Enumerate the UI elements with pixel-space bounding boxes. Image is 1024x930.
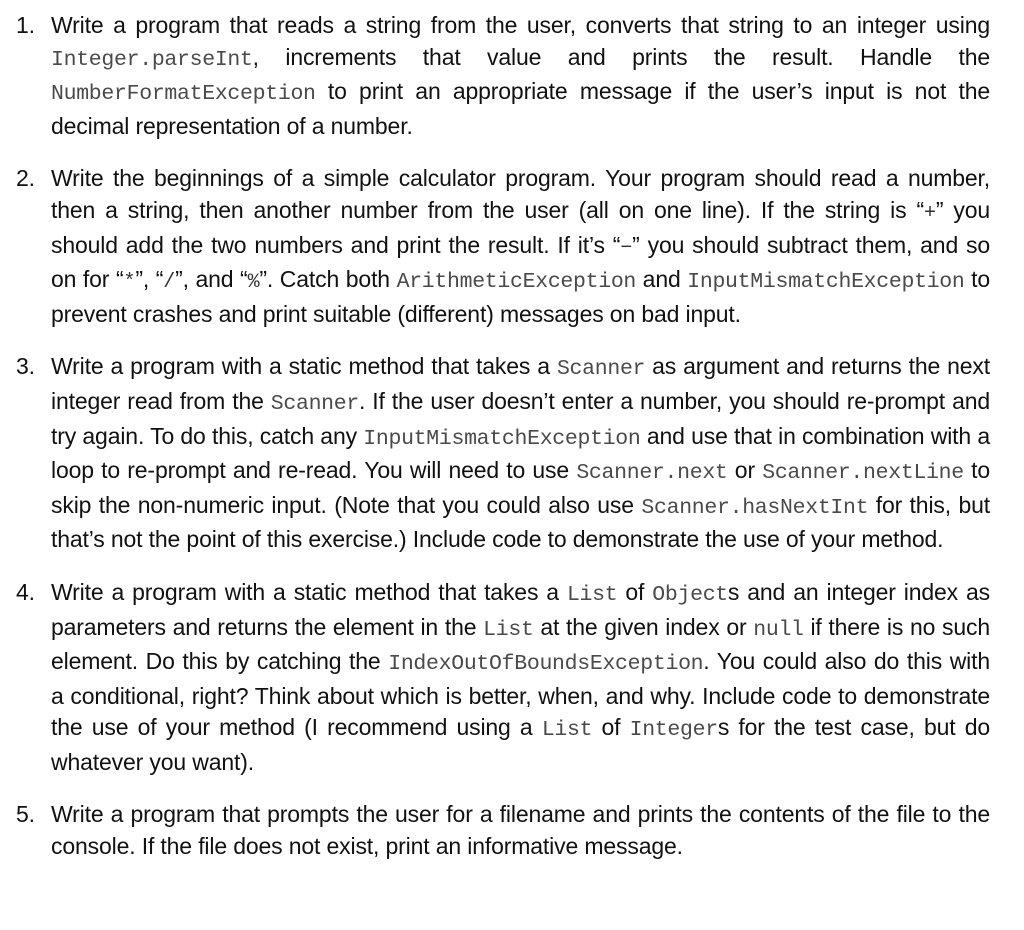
code-scanner-nextline: Scanner.nextLine [762, 461, 964, 486]
exercise-text: Write a program that reads a string from the user, converts that string to an integer using [51, 12, 990, 38]
code-scanner: Scanner [270, 391, 359, 416]
exercise-text: s and an integer index as parameters and returns the element in the [51, 578, 990, 640]
exercise-text: ” you should subtract them, and so on for “ [51, 231, 990, 293]
exercise-3 [16, 351, 990, 556]
exercise-text: and [636, 266, 688, 293]
exercise-text: Write the beginnings of a simple calculator program. Your program should read a number, then a string, then another number from the user (all on one line). If the string is “ [51, 165, 990, 223]
exercise-text: of [617, 578, 653, 605]
exercise-text: or [727, 457, 763, 484]
exercise-number: 1. [16, 12, 35, 38]
exercise-text: to print an appropriate message if the user’s input is not the decimal representation of a number. [51, 78, 990, 139]
code-indexoutofboundsexception: IndexOutOfBoundsException [388, 652, 704, 677]
exercise-text: for this, but that’s not the point of this exercise.) Include code to demonstrate the use of your method. [51, 491, 990, 553]
exercise-4 [16, 577, 990, 779]
symbol-minus: − [620, 236, 633, 260]
symbol-times: * [123, 271, 136, 295]
code-numberformatexception: NumberFormatException [51, 82, 316, 107]
code-integer: Integer [629, 718, 718, 743]
exercise-text: Write a program with a static method that takes a [51, 578, 567, 605]
exercise-number: 4. [16, 578, 35, 605]
exercise-text: at the given index or [533, 613, 754, 640]
code-integer-parseint: Integer.parseInt [51, 47, 253, 72]
exercise-text: Write a program that prompts the user for a filename and prints the contents of the file to the console. If the file does not exist, print an informative message. [51, 801, 990, 860]
code-list: List [541, 718, 593, 743]
code-scanner-next: Scanner.next [576, 461, 728, 486]
exercise-text: to skip the non-numeric input. (Note that you could also use [51, 457, 990, 518]
exercise-text: . You could also do this with a conditional, right? Think about which is better, when, and why. Include code to demonstrate the use of your method (I recommend using a [51, 648, 990, 741]
code-list: List [566, 582, 618, 607]
code-null: null [753, 617, 804, 642]
symbol-plus: + [924, 201, 936, 225]
exercise-text: ”. Catch both [259, 266, 397, 293]
exercise-text: . If the user doesn’t enter a number, you should re-prompt and try again. To do this, catch any [51, 387, 990, 449]
code-inputmismatchexception: InputMismatchException [363, 426, 641, 451]
exercise-text: , increments that value and prints the result. Handle the [252, 43, 990, 70]
symbol-modulo: % [247, 271, 260, 295]
code-object: Object [652, 582, 728, 607]
exercise-2 [16, 163, 990, 330]
exercise-text: s for the test case, but do whatever you want). [51, 714, 990, 775]
code-inputmismatchexception: InputMismatchException [687, 270, 965, 295]
exercise-number: 3. [16, 353, 35, 380]
code-arithmeticexception: ArithmeticException [396, 270, 637, 295]
exercise-text: as argument and returns the next integer read from the [51, 353, 990, 414]
code-scanner-hasnextint: Scanner.hasNextInt [641, 495, 869, 520]
symbol-divide: / [163, 271, 176, 295]
exercise-text: to prevent crashes and print suitable (different) messages on bad input. [51, 266, 991, 327]
exercise-text: Write a program with a static method that takes a [51, 353, 557, 380]
exercise-number: 2. [16, 165, 35, 192]
exercise-text: if there is no such element. Do this by catching the [51, 613, 991, 675]
exercise-list [16, 10, 990, 863]
exercise-text: ” you should add the two numbers and print the result. If it’s “ [51, 196, 990, 258]
exercise-text: of [592, 714, 630, 741]
exercise-text: ”, “ [135, 266, 164, 293]
exercise-5 [16, 799, 990, 862]
exercise-text: ”, and “ [175, 266, 248, 293]
code-scanner: Scanner [556, 357, 646, 382]
exercise-1 [16, 10, 990, 142]
code-list: List [483, 617, 534, 642]
exercise-number: 5. [16, 801, 35, 828]
exercise-text: and use that in combination with a loop to re-prompt and re-read. You will need to use [51, 422, 990, 484]
